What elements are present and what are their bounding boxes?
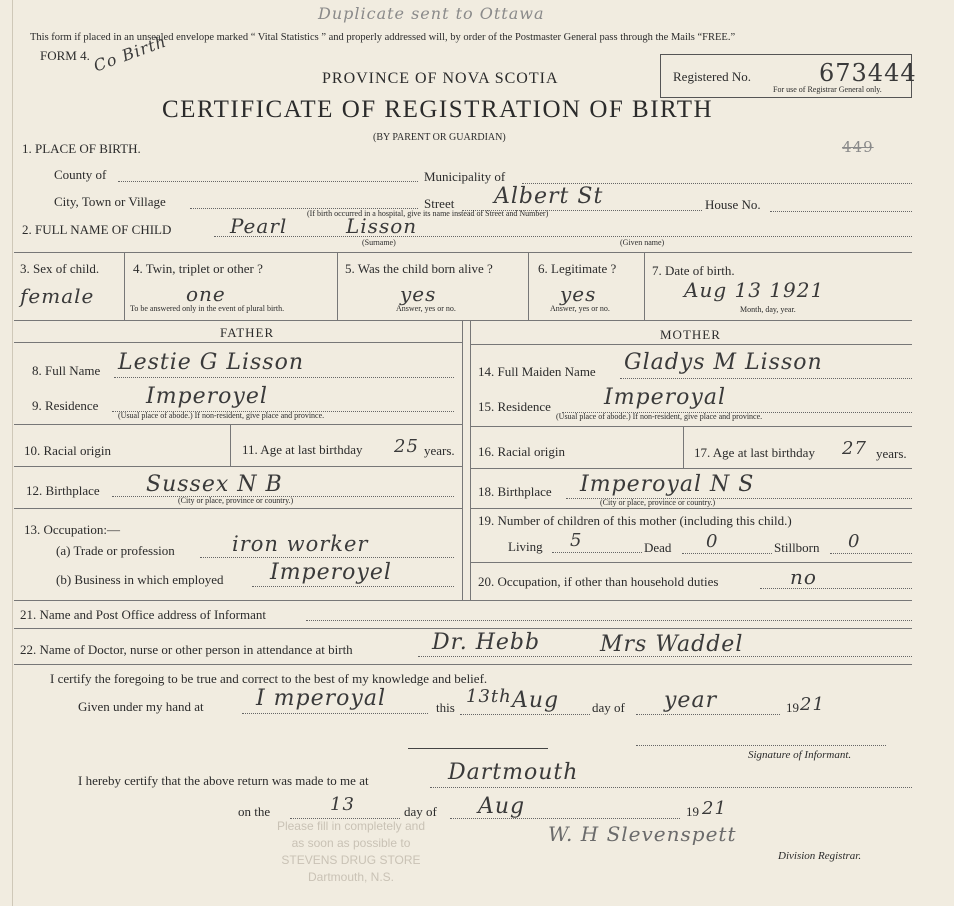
- municipality-label: Municipality of: [424, 169, 506, 184]
- living-line: [552, 552, 642, 553]
- mother-birthplace-note: (City or place, province or country.): [600, 498, 716, 507]
- left-binding-edge: [0, 0, 13, 906]
- stillborn-label: Stillborn: [774, 540, 820, 555]
- alive-value: yes: [400, 282, 437, 306]
- divider: [14, 424, 462, 425]
- house-no-line: [770, 211, 912, 212]
- divider: [14, 508, 462, 509]
- given-place-value: I mperoyal: [256, 686, 386, 711]
- mother-name-label: 14. Full Maiden Name: [478, 364, 596, 379]
- divider: [470, 562, 912, 563]
- divider: [470, 344, 912, 345]
- hereby-certify-label: I hereby certify that the above return was made to me at: [78, 773, 369, 788]
- father-residence-label: 9. Residence: [32, 398, 99, 413]
- father-birthplace-value: Sussex N B: [146, 472, 283, 497]
- father-residence-note: (Usual place of abode.) If non-resident, give place and province.: [118, 411, 325, 420]
- county-line: [118, 181, 418, 182]
- this-label: this: [436, 700, 455, 715]
- father-trade-label: (a) Trade or profession: [56, 543, 175, 558]
- given-place-line: [242, 713, 428, 714]
- mother-name-line: [620, 378, 912, 379]
- child-name-line: [214, 236, 912, 237]
- divider: [14, 664, 912, 665]
- division-registrar-label: Division Registrar.: [778, 850, 862, 862]
- father-business-label: (b) Business in which employed: [56, 572, 224, 587]
- registered-number-box: [660, 54, 917, 98]
- given-under-label: Given under my hand at: [78, 699, 204, 714]
- divider: [14, 252, 912, 253]
- mother-years-label: years.: [876, 446, 907, 461]
- father-residence-value: Imperoyel: [146, 384, 268, 409]
- twin-label: 4. Twin, triplet or other ?: [133, 261, 263, 276]
- drug-store-stamp: [226, 818, 476, 886]
- mail-notice: This form if placed in an unsealed envelope marked “ Vital Statistics ” and properly addressed will, by order of the Postmaster General pass through the Mails “FREE.”: [30, 32, 736, 43]
- hereby-place-line: [430, 787, 912, 788]
- mother-heading: MOTHER: [660, 327, 721, 342]
- dead-line: [682, 553, 772, 554]
- subtitle: (BY PARENT OR GUARDIAN): [373, 132, 506, 143]
- divider: [230, 424, 231, 466]
- year-word-value: year: [664, 688, 718, 713]
- on-day-value: 13: [330, 794, 355, 815]
- divider: [14, 342, 462, 343]
- doctor-line: [418, 656, 912, 657]
- father-name-line: [114, 377, 454, 378]
- dob-note: Month, day, year.: [740, 305, 796, 314]
- page-title: CERTIFICATE OF REGISTRATION OF BIRTH: [162, 96, 714, 123]
- day-of-line: [636, 714, 780, 715]
- living-value: 5: [570, 530, 583, 551]
- informant-label: 21. Name and Post Office address of Informant: [20, 607, 266, 622]
- father-name-value: Lestie G Lisson: [118, 350, 305, 375]
- surname-note: (Surname): [362, 238, 396, 247]
- stamp-line-3: STEVENS DRUG STORE: [281, 853, 421, 867]
- mother-children-label: 19. Number of children of this mother (including this child.): [478, 513, 792, 528]
- month-line-2: [450, 818, 680, 819]
- hospital-note: (If birth occurred in a hospital, give its name instead of Street and Number): [307, 209, 549, 218]
- divider: [683, 426, 684, 468]
- registered-number: 673444: [819, 59, 917, 87]
- street-label: Street: [424, 196, 455, 211]
- father-age-value: 25: [394, 436, 419, 457]
- mother-residence-label: 15. Residence: [478, 399, 551, 414]
- hereby-place-value: Dartmouth: [448, 760, 579, 785]
- mother-name-value: Gladys M Lisson: [624, 350, 823, 375]
- father-birthplace-label: 12. Birthplace: [26, 483, 100, 498]
- year-value: 21: [800, 694, 825, 715]
- twin-note: To be answered only in the event of plural birth.: [130, 304, 285, 313]
- father-occupation-label: 13. Occupation:—: [24, 522, 121, 537]
- day-of-label-2: day of: [404, 804, 437, 819]
- nurse-value: Mrs Waddel: [600, 632, 744, 657]
- stamp-line-2: as soon as possible to: [291, 836, 411, 850]
- mother-occupation-label: 20. Occupation, if other than household duties: [478, 574, 719, 589]
- handwritten-duplicate-note: Duplicate sent to Ottawa: [318, 4, 545, 23]
- day-of-label: day of: [592, 700, 625, 715]
- on-the-label: on the: [238, 804, 271, 819]
- sex-value: female: [20, 284, 95, 308]
- form-number: FORM 4.: [40, 48, 90, 63]
- divider: [470, 426, 912, 427]
- this-day-value: 13th: [466, 686, 512, 707]
- dead-value: 0: [706, 531, 719, 552]
- father-trade-line: [200, 557, 454, 558]
- father-trade-value: iron worker: [232, 532, 369, 556]
- legitimate-value: yes: [560, 282, 597, 306]
- signature-informant-label: Signature of Informant.: [748, 749, 852, 761]
- mother-birthplace-label: 18. Birthplace: [478, 484, 552, 499]
- divider: [470, 468, 912, 469]
- year-prefix: 19: [786, 700, 799, 715]
- this-day-line: [460, 714, 590, 715]
- house-no-label: House No.: [705, 197, 761, 212]
- mother-occupation-value: no: [790, 565, 817, 589]
- informant-signature-line: [636, 745, 886, 746]
- mother-residence-value: Imperoyal: [604, 385, 726, 410]
- informant-line: [306, 620, 912, 621]
- divider: [337, 252, 338, 320]
- dob-value: Aug 13 1921: [684, 278, 825, 302]
- certify-statement: I certify the foregoing to be true and correct to the best of my knowledge and belief.: [50, 671, 488, 686]
- father-name-label: 8. Full Name: [32, 363, 101, 378]
- father-heading: FATHER: [220, 325, 275, 340]
- doctor-value: Dr. Hebb: [432, 630, 541, 655]
- corner-number: 449: [842, 138, 874, 156]
- divider: [124, 252, 125, 320]
- alive-label: 5. Was the child born alive ?: [345, 261, 493, 276]
- divider: [14, 628, 912, 629]
- living-label: Living: [508, 539, 543, 554]
- father-business-value: Imperoyel: [270, 560, 392, 585]
- province-heading: PROVINCE OF NOVA SCOTIA: [322, 70, 559, 87]
- legitimate-label: 6. Legitimate ?: [538, 261, 617, 276]
- doctor-label: 22. Name of Doctor, nurse or other person in attendance at birth: [20, 642, 353, 657]
- city-label: City, Town or Village: [54, 194, 166, 209]
- alive-note: Answer, yes or no.: [396, 304, 456, 313]
- county-label: County of: [54, 167, 107, 182]
- divider: [14, 600, 912, 601]
- place-of-birth-label: 1. PLACE OF BIRTH.: [22, 141, 141, 156]
- father-business-line: [252, 586, 454, 587]
- divider: [644, 252, 645, 320]
- mother-occupation-line: [760, 588, 912, 589]
- year-prefix-2: 19: [686, 804, 699, 819]
- mother-residence-note: (Usual place of abode.) If non-resident, give place and province.: [556, 412, 763, 421]
- handwritten-co-birth: Co Birth: [91, 31, 170, 76]
- child-surname: Lisson: [346, 214, 418, 238]
- stamp-line-4: Dartmouth, N.S.: [307, 870, 395, 884]
- father-racial-label: 10. Racial origin: [24, 443, 112, 458]
- father-age-label: 11. Age at last birthday: [242, 442, 363, 457]
- stillborn-value: 0: [848, 531, 861, 552]
- father-birthplace-note: (City or place, province or country.): [178, 496, 294, 505]
- divider: [470, 320, 471, 600]
- divider: [528, 252, 529, 320]
- sex-label: 3. Sex of child.: [20, 261, 100, 276]
- dob-label: 7. Date of birth.: [652, 263, 735, 278]
- street-value: Albert St: [494, 184, 604, 209]
- this-month-value: Aug: [512, 688, 560, 713]
- twin-value: one: [186, 282, 226, 306]
- registered-label: Registered No.: [673, 69, 751, 84]
- year-value-2: 21: [702, 798, 727, 819]
- divider: [470, 508, 912, 509]
- child-given-name: Pearl: [230, 214, 288, 238]
- given-name-note: (Given name): [620, 238, 665, 247]
- divider: [14, 320, 912, 321]
- mother-birthplace-value: Imperoyal N S: [580, 472, 755, 497]
- registrar-signature: W. H Slevenspett: [548, 822, 737, 846]
- mother-age-value: 27: [842, 438, 867, 459]
- month-value-2: Aug: [478, 794, 526, 819]
- mother-racial-label: 16. Racial origin: [478, 444, 566, 459]
- legitimate-note: Answer, yes or no.: [550, 304, 610, 313]
- signature-rule: [408, 748, 548, 749]
- divider: [462, 320, 463, 600]
- child-name-label: 2. FULL NAME OF CHILD: [22, 222, 172, 237]
- father-years-label: years.: [424, 443, 455, 458]
- dead-label: Dead: [644, 540, 672, 555]
- registrar-use-note: For use of Registrar General only.: [773, 85, 882, 94]
- stamp-line-1: Please fill in completely and: [276, 819, 426, 833]
- mother-age-label: 17. Age at last birthday: [694, 445, 815, 460]
- divider: [14, 466, 462, 467]
- stillborn-line: [830, 553, 912, 554]
